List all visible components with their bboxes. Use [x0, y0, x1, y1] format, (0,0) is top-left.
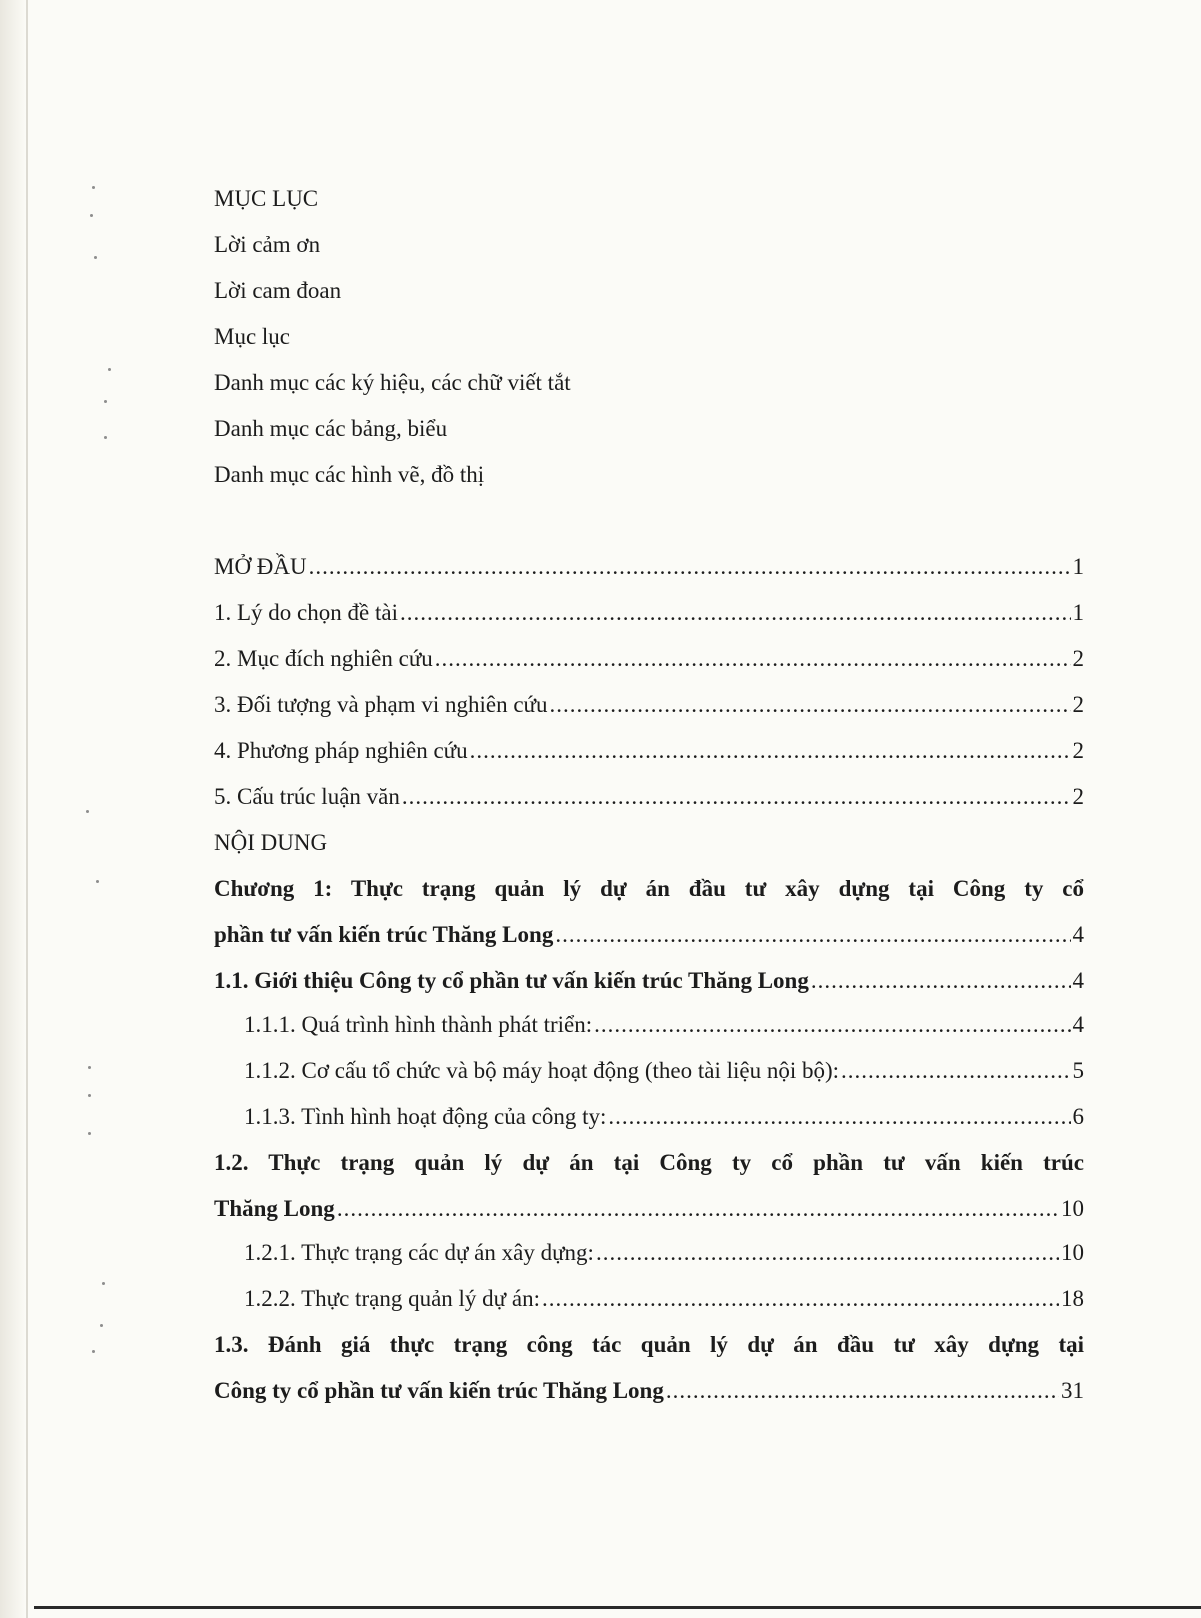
toc-page-number: 31 [1061, 1378, 1084, 1403]
toc-entry-subsection [244, 1238, 1084, 1268]
scan-speck [100, 1324, 103, 1327]
toc-entry-title: 1.1.1. Quá trình hình thành phát triển: [244, 1012, 593, 1037]
dot-leader [841, 1056, 1070, 1086]
dot-leader [550, 690, 1071, 720]
toc-entry-title: 2. Mục đích nghiên cứu [214, 646, 433, 671]
dot-leader [435, 644, 1071, 674]
toc-entry-title: 1.1. Giới thiệu Công ty cổ phần tư vấn kiến trúc Thăng Long [214, 968, 809, 993]
scan-left-edge [0, 0, 26, 1618]
scan-speck [92, 186, 95, 189]
dot-leader [555, 920, 1070, 950]
dot-leader [594, 1010, 1070, 1040]
dot-leader [309, 552, 1071, 582]
dot-leader [811, 966, 1071, 996]
scan-speck [104, 400, 107, 403]
toc-entry-title: 4. Phương pháp nghiên cứu [214, 738, 468, 763]
dot-leader [400, 598, 1071, 628]
scan-speck [88, 1094, 91, 1097]
toc-page-number: 4 [1072, 922, 1084, 947]
scan-speck [88, 1132, 91, 1135]
scan-speck [108, 368, 111, 371]
toc-page-number: 2 [1072, 646, 1084, 671]
chapter-1-title-line-1 [214, 874, 1084, 904]
toc-entry-title: Thăng Long [214, 1196, 335, 1221]
toc-page-number: 2 [1072, 692, 1084, 717]
toc-page-number: 10 [1061, 1196, 1084, 1221]
toc-entry [214, 782, 1084, 812]
toc-entry-title: 1.2.1. Thực trạng các dự án xây dựng: [244, 1240, 594, 1265]
toc-entry-title: 5. Cấu trúc luận văn [214, 784, 400, 809]
toc-entry-intro [214, 552, 1084, 582]
toc-entry-title: Công ty cổ phần tư vấn kiến trúc Thăng Long [214, 1378, 664, 1403]
toc-page-number: 6 [1072, 1104, 1084, 1129]
dot-leader [470, 736, 1071, 766]
toc-page-number: 1 [1072, 600, 1084, 625]
toc-page-number: 18 [1061, 1286, 1084, 1311]
toc-entry-title: phần tư vấn kiến trúc Thăng Long [214, 922, 554, 947]
toc-page-number: 4 [1072, 968, 1084, 993]
toc-entry [214, 690, 1084, 720]
section-1-3-title-line-1 [214, 1330, 1084, 1360]
section-1-2-title-text: 1.2. Thực trạng quản lý dự án tại Công ty cổ phần tư vấn kiến trúc [214, 1150, 1084, 1175]
toc-entry-subsection [244, 1102, 1084, 1132]
toc-entry [214, 598, 1084, 628]
front-matter-item: Lời cam đoan [214, 278, 342, 303]
toc-entry-subsection [244, 1056, 1084, 1086]
front-matter-item: Mục lục [214, 324, 291, 349]
toc-entry-title: 1.2.2. Thực trạng quản lý dự án: [244, 1286, 540, 1311]
scan-speck [104, 436, 107, 439]
front-matter-item: Danh mục các ký hiệu, các chữ viết tắt [214, 370, 571, 395]
toc-entry-title: 1.1.2. Cơ cấu tổ chức và bộ máy hoạt động (theo tài liệu nội bộ): [244, 1058, 840, 1083]
dot-leader [337, 1194, 1059, 1224]
content-heading: NỘI DUNG [214, 830, 328, 855]
front-matter-item: Danh mục các bảng, biểu [214, 416, 448, 441]
toc-page-number: 10 [1061, 1240, 1084, 1265]
front-matter-item: Lời cảm ơn [214, 232, 321, 257]
toc-page-number: 1 [1072, 554, 1084, 579]
scan-speck [88, 1066, 91, 1069]
dot-leader [402, 782, 1071, 812]
footer-rule [34, 1606, 1201, 1609]
toc-page-number: 2 [1072, 738, 1084, 763]
toc-page-number: 5 [1072, 1058, 1084, 1083]
toc-entry-title: 1.1.3. Tình hình hoạt động của công ty: [244, 1104, 607, 1129]
scan-speck [86, 810, 89, 813]
scan-left-shadow [26, 0, 28, 1618]
scan-speck [90, 214, 93, 217]
toc-entry-title: 1. Lý do chọn đề tài [214, 600, 398, 625]
toc-entry-title: MỞ ĐẦU [214, 554, 307, 579]
toc-entry [214, 644, 1084, 674]
dot-leader [608, 1102, 1070, 1132]
section-1-2-title-line-1 [214, 1148, 1084, 1178]
toc-entry-subsection [244, 1284, 1084, 1314]
toc-heading: MỤC LỤC [214, 186, 319, 211]
scan-speck [94, 256, 97, 259]
toc-entry-title: 3. Đối tượng và phạm vi nghiên cứu [214, 692, 548, 717]
toc-page-number: 4 [1072, 1012, 1084, 1037]
toc-page-number: 2 [1072, 784, 1084, 809]
toc-entry-section-1-3 [214, 1376, 1084, 1406]
section-1-3-title-text: 1.3. Đánh giá thực trạng công tác quản lý dự án đầu tư xây dựng tại [214, 1332, 1084, 1357]
toc-entry-chapter-1 [214, 920, 1084, 950]
chapter-1-title-text: Chương 1: Thực trạng quản lý dự án đầu tư xây dựng tại Công ty cổ [214, 876, 1084, 901]
toc-entry-section-1-2 [214, 1194, 1084, 1224]
scan-speck [92, 1350, 95, 1353]
front-matter-item: Danh mục các hình vẽ, đồ thị [214, 462, 485, 487]
scan-speck [102, 1282, 105, 1285]
toc-entry [214, 736, 1084, 766]
toc-entry-subsection [244, 1010, 1084, 1040]
dot-leader [596, 1238, 1059, 1268]
dot-leader [666, 1376, 1059, 1406]
toc-entry-section-1-1 [214, 966, 1084, 996]
scan-speck [96, 880, 99, 883]
dot-leader [542, 1284, 1059, 1314]
